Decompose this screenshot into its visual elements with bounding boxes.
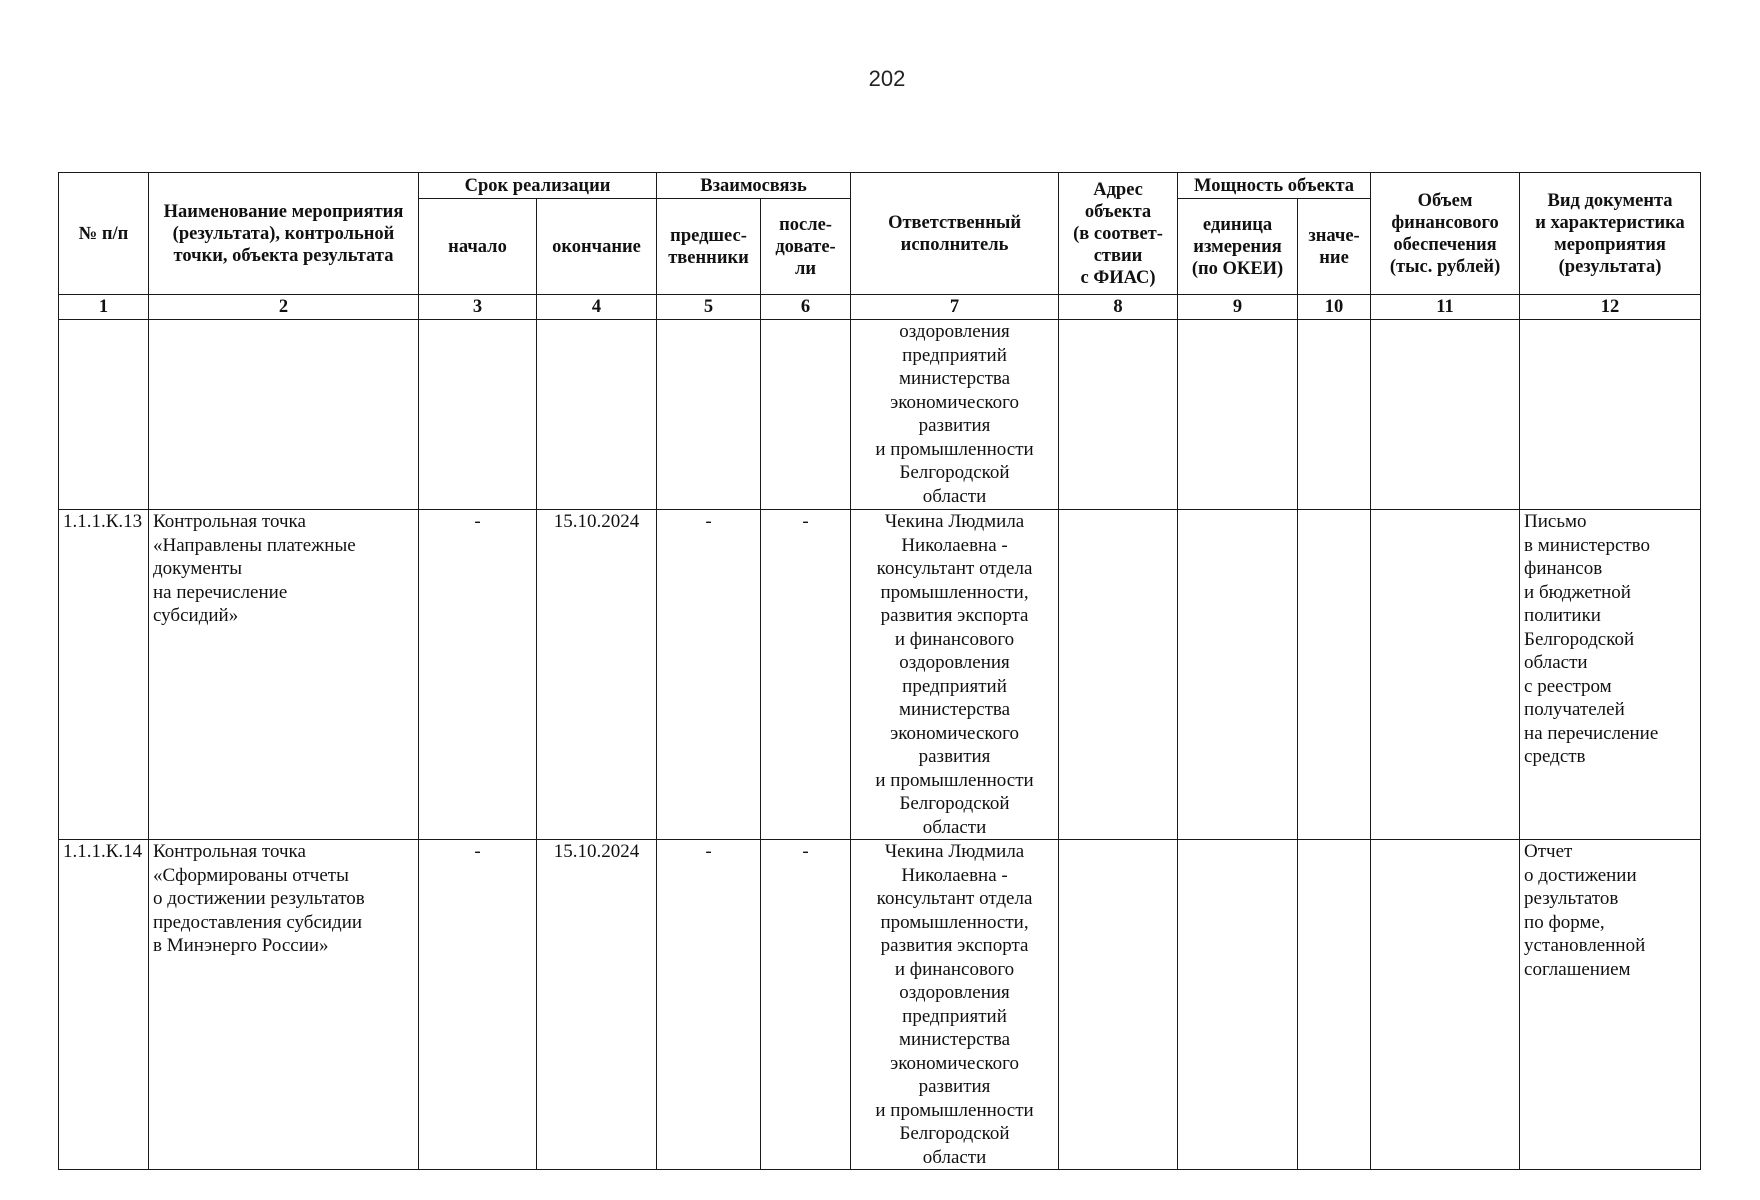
cell-unit xyxy=(1178,320,1298,510)
column-number: 2 xyxy=(149,295,419,320)
plan-table xyxy=(58,172,1701,1170)
cell-start xyxy=(419,320,537,510)
table-row xyxy=(59,510,1701,840)
table-row xyxy=(59,320,1701,510)
page-number: 202 xyxy=(868,66,906,91)
table-row xyxy=(59,840,1701,1170)
header-responsible: Ответственный исполнитель xyxy=(851,173,1059,295)
column-number: 12 xyxy=(1520,295,1701,320)
column-number: 5 xyxy=(657,295,761,320)
header-address: Адрес объекта (в соответ- ствии с ФИАС) xyxy=(1059,173,1178,295)
cell-end: 15.10.2024 xyxy=(537,510,657,840)
cell-name: Контрольная точка «Сформированы отчеты о достижении результатов предоставления субсидии в Минэнерго России» xyxy=(149,840,419,1170)
column-number: 1 xyxy=(59,295,149,320)
column-number: 11 xyxy=(1371,295,1520,320)
header-doc-type: Вид документа и характеристика мероприятия (результата) xyxy=(1520,173,1701,295)
cell-num: 1.1.1.К.14 xyxy=(59,840,149,1170)
header-predecessors: предшес- твенники xyxy=(657,199,761,295)
column-numbers-row xyxy=(59,295,1701,320)
cell-predecessors xyxy=(657,320,761,510)
table-body xyxy=(59,320,1701,1170)
cell-finance xyxy=(1371,510,1520,840)
cell-predecessors: - xyxy=(657,840,761,1170)
cell-successors: - xyxy=(761,840,851,1170)
cell-end: 15.10.2024 xyxy=(537,840,657,1170)
header-period: Срок реализации xyxy=(419,173,657,199)
cell-responsible: Чекина Людмила Николаевна - консультант отдела промышленности, развития экспорта и финансового оздоровления предприятий министерства экономического развития и промышленности Белгородской области xyxy=(851,840,1059,1170)
cell-address xyxy=(1059,510,1178,840)
cell-num xyxy=(59,320,149,510)
header-value: значе- ние xyxy=(1298,199,1371,295)
cell-doc-type xyxy=(1520,320,1701,510)
cell-unit xyxy=(1178,510,1298,840)
header-name: Наименование мероприятия (результата), контрольной точки, объекта результата xyxy=(149,173,419,295)
header-relation: Взаимосвязь xyxy=(657,173,851,199)
column-number: 9 xyxy=(1178,295,1298,320)
cell-value xyxy=(1298,510,1371,840)
column-number: 3 xyxy=(419,295,537,320)
cell-name xyxy=(149,320,419,510)
cell-num: 1.1.1.К.13 xyxy=(59,510,149,840)
header-start: начало xyxy=(419,199,537,295)
cell-doc-type: Отчет о достижении результатов по форме, установленной соглашением xyxy=(1520,840,1701,1170)
cell-address xyxy=(1059,840,1178,1170)
cell-start: - xyxy=(419,840,537,1170)
header-successors: после- довате- ли xyxy=(761,199,851,295)
cell-value xyxy=(1298,320,1371,510)
column-number: 7 xyxy=(851,295,1059,320)
cell-doc-type: Письмо в министерство финансов и бюджетной политики Белгородской области с реестром получателей на перечисление средств xyxy=(1520,510,1701,840)
column-number: 4 xyxy=(537,295,657,320)
cell-value xyxy=(1298,840,1371,1170)
cell-unit xyxy=(1178,840,1298,1170)
cell-name: Контрольная точка «Направлены платежные документы на перечисление субсидий» xyxy=(149,510,419,840)
header-finance: Объем финансового обеспечения (тыс. рублей) xyxy=(1371,173,1520,295)
header-unit: единица измерения (по ОКЕИ) xyxy=(1178,199,1298,295)
column-number: 10 xyxy=(1298,295,1371,320)
cell-successors xyxy=(761,320,851,510)
header-capacity: Мощность объекта xyxy=(1178,173,1371,199)
cell-responsible: оздоровления предприятий министерства экономического развития и промышленности Белгородской области xyxy=(851,320,1059,510)
cell-start: - xyxy=(419,510,537,840)
header-num: № п/п xyxy=(59,173,149,295)
column-number: 6 xyxy=(761,295,851,320)
cell-end xyxy=(537,320,657,510)
cell-finance xyxy=(1371,320,1520,510)
header-end: окончание xyxy=(537,199,657,295)
cell-predecessors: - xyxy=(657,510,761,840)
cell-successors: - xyxy=(761,510,851,840)
cell-responsible: Чекина Людмила Николаевна - консультант отдела промышленности, развития экспорта и финансового оздоровления предприятий министерства экономического развития и промышленности Белгородской области xyxy=(851,510,1059,840)
column-number: 8 xyxy=(1059,295,1178,320)
cell-address xyxy=(1059,320,1178,510)
cell-finance xyxy=(1371,840,1520,1170)
table-header xyxy=(59,173,1701,320)
